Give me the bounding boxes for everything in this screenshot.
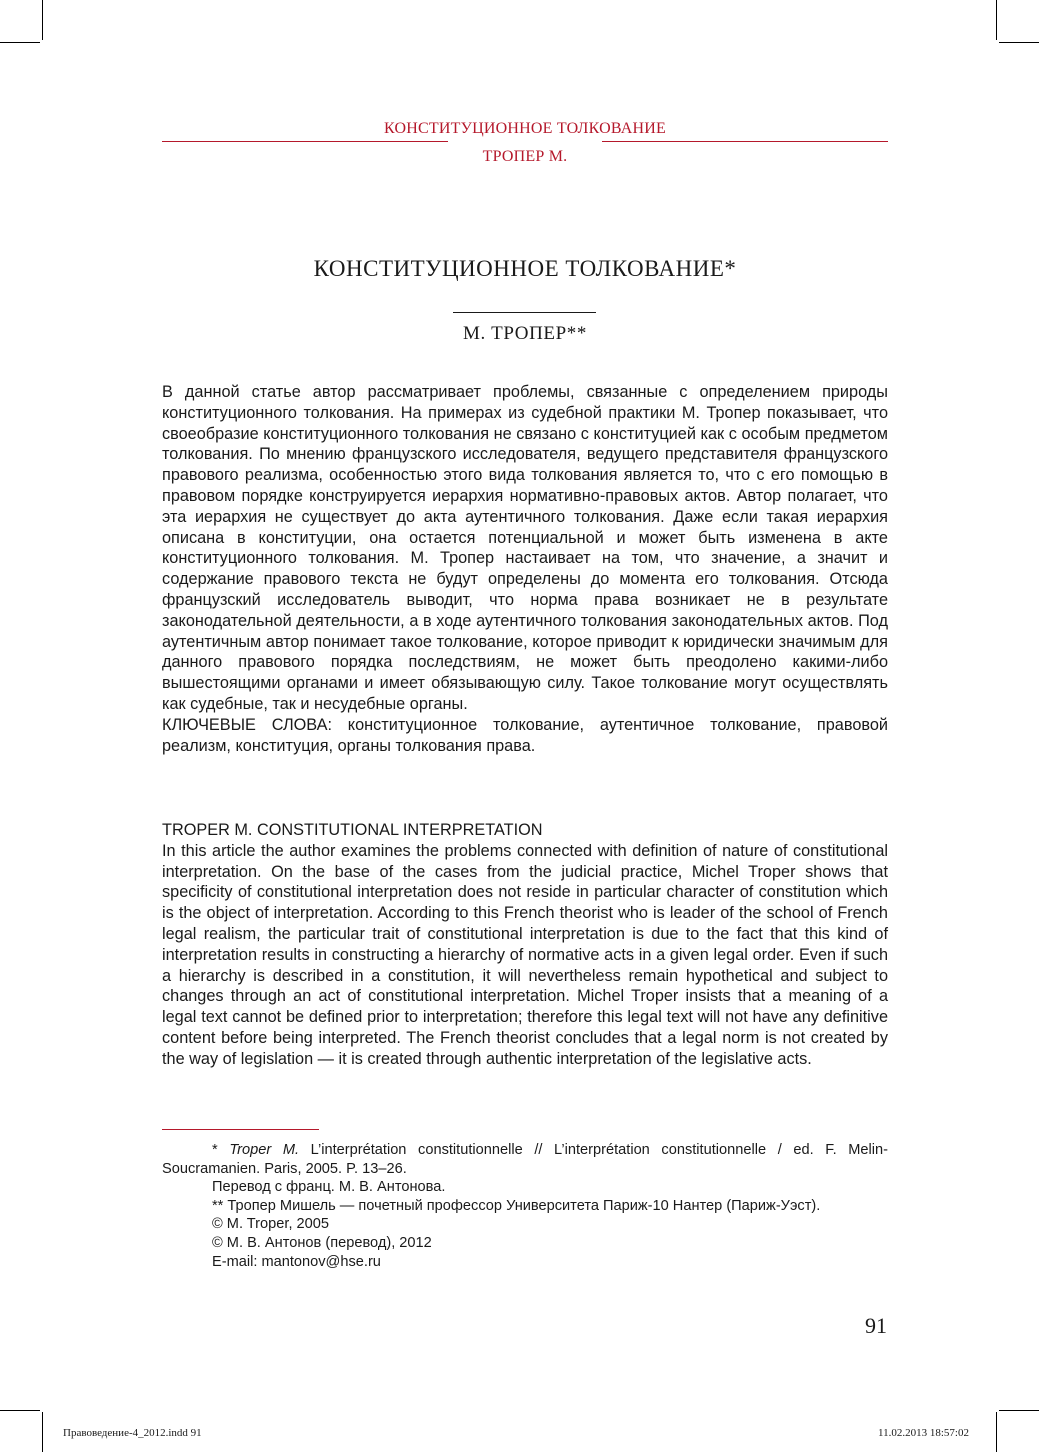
crop-mark <box>42 0 43 40</box>
abstract-russian-text: В данной статье автор рассматривает проблемы, связанные с определением природы конституционного толкования. На примерах из судебной практики М. Тропер показывает, что своеобразие конституционного толкования не связано с конституцией как с особым предметом толкования. По мнению французского исследователя, ведущего представителя французского правового реализма, особенностью этого вида толкования является то, что с его помощью в правовом порядке конструируется иерархия нормативно-правовых актов. Автор полагает, что эта иерархия не существует до акта аутентичного толкования. Даже если такая иерархия описана в конституции, она остается потенциальной и может быть изменена в акте конституционного толкования. М. Тропер настаивает на том, что значение, а значит и содержание правового текста не будут определены до момента его толкования. Отсюда французский исследователь выводит, что норма права возникает не в результате законодательной деятельности, а в ходе аутентичного толкования законодательных актов. Под аутентичным автор понимает такое толкование, которое приводит к юридически значимым для данного правового порядка последствиям, не может быть преодолено какими-либо вышестоящими органами и имеет обязывающую силу. Такое толкование могут осуществлять как судебные, так и несудебные органы. <box>162 383 888 713</box>
copyright-original: © M. Troper, 2005 <box>212 1216 330 1233</box>
article-title: КОНСТИТУЦИОННОЕ ТОЛКОВАНИЕ* <box>313 256 737 281</box>
crop-mark <box>0 1410 40 1411</box>
crop-mark <box>996 1412 997 1452</box>
running-head-author: ТРОПЕР М. <box>482 148 568 165</box>
crop-mark <box>42 1412 43 1452</box>
abstract-russian <box>162 382 888 756</box>
page-number: 91 <box>865 1313 887 1338</box>
copyright-translation: © М. В. Антонов (перевод), 2012 <box>212 1234 432 1251</box>
crop-mark <box>999 1410 1039 1411</box>
running-head-rule-left <box>162 141 448 142</box>
print-slug-file: Правоведение-4_2012.indd 91 <box>63 1427 202 1439</box>
article-author: М. ТРОПЕР** <box>462 323 587 344</box>
print-slug-timestamp: 11.02.2013 18:57:02 <box>878 1427 969 1439</box>
footnote-rule <box>162 1129 319 1130</box>
footnote-1-author: Troper M. <box>229 1142 300 1158</box>
title-divider <box>453 312 596 313</box>
footnote-translation: Перевод с франц. М. В. Антонова. <box>212 1179 446 1196</box>
footnote-2: ** Тропер Мишель — почетный профессор Университета Париж-10 Нантер (Париж-Уэст). <box>212 1197 821 1214</box>
running-head-rule-right <box>602 141 888 142</box>
keywords-russian: КЛЮЧЕВЫЕ СЛОВА: конституционное толкование, аутентичное толкование, правовой реализм, конституция, органы толкования права. <box>162 715 888 755</box>
running-head-title: КОНСТИТУЦИОННОЕ ТОЛКОВАНИЕ <box>384 120 666 137</box>
crop-mark <box>999 42 1039 43</box>
footnote-1-mark: * <box>212 1142 230 1158</box>
running-head <box>162 118 888 168</box>
abstract-english-heading: TROPER M. CONSTITUTIONAL INTERPRETATION <box>162 821 543 839</box>
crop-mark <box>0 42 40 43</box>
crop-mark <box>996 0 997 40</box>
footnote-1 <box>162 1141 888 1178</box>
abstract-english-text: In this article the author examines the problems connected with definition of nature of constitutional interpretation. On the base of the cases from the judicial practice, Michel Troper shows that specificity of constitutional interpretation does not reside in particular character of constitution which is the object of interpretation. According to this French theorist who is leader of the school of French legal realism, the particular trait of constitutional interpretation is due to the fact that this kind of interpretation results in constructing a hierarchy of normative acts in a given legal order. Even if such a hierarchy is described in a constitution, it will nevertheless remain hypothetical and subject to changes through an act of constitutional interpretation. Michel Troper insists that a meaning of a legal text cannot be defined prior to interpretation; therefore this legal text will not have any definitive content before being interpreted. The French theorist concludes that a legal norm is not created by the way of legislation — it is created through authentic interpretation of the legislative acts. <box>162 841 888 1068</box>
footnote-1-text: L’interprétation constitutionnelle // L’interprétation constitutionnelle / ed. F. Melin-Soucramanien. Paris, 2005. P. 13–26. <box>162 1142 889 1177</box>
footnotes <box>162 1141 888 1271</box>
abstract-english <box>162 820 888 1070</box>
contact-email: E-mail: mantonov@hse.ru <box>212 1253 381 1270</box>
